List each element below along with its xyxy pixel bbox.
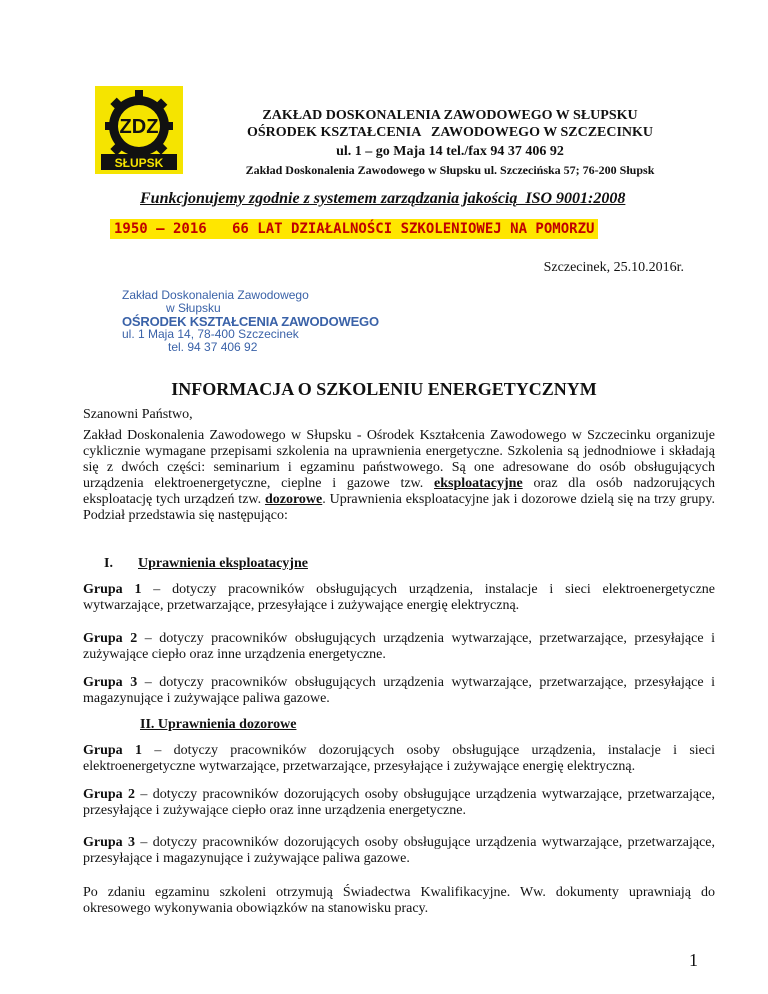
intro-part-3: . Uprawnienia eksploatacyjne jak i dozorowe dzielą się na trzy grupy. Podział przedstawia się następująco:: [83, 492, 715, 523]
group-label: Grupa 1: [83, 743, 142, 758]
intro-paragraph: [83, 428, 715, 524]
section-1-group-1: [83, 582, 715, 614]
stamp-line-1: Zakład Doskonalenia Zawodowego: [122, 288, 309, 302]
logo-letters: ZDZ: [119, 116, 159, 138]
section-1-title: Uprawnienia eksploatacyjne: [138, 556, 308, 571]
term-dozorowe: dozorowe: [264, 492, 323, 507]
section-2-group-2: [83, 787, 715, 819]
group-label: Grupa 3: [83, 675, 138, 690]
group-label: Grupa 2: [83, 787, 136, 802]
section-1-heading: [104, 556, 308, 572]
institution-stamp: [122, 289, 379, 354]
section-1-group-2: [83, 631, 715, 663]
group-label: Grupa 3: [83, 835, 136, 850]
stamp-line-2: w Słupsku: [166, 301, 221, 315]
group-label: Grupa 1: [83, 582, 142, 597]
group-text: – dotyczy pracowników obsługujących urządzenia wytwarzające, przetwarzające, przesyłające i magazynujące i zużywające paliwa gazowe.: [83, 675, 715, 706]
group-text: – dotyczy pracowników dozorujących osoby obsługujące urządzenia wytwarzające, przetwarzające, przesyłające i magazynujące i zużywające paliwa gazowe.: [83, 835, 716, 866]
header-line-2: OŚRODEK KSZTAŁCENIA ZAWODOWEGO W SZCZECINKU: [246, 125, 654, 140]
greeting: Szanowni Państwo,: [83, 407, 193, 422]
stamp-line-4: ul. 1 Maja 14, 78-400 Szczecinek: [122, 327, 299, 341]
header-address: ul. 1 – go Maja 14 tel./fax 94 37 406 92: [336, 144, 564, 159]
section-2-heading: II. Uprawnienia dozorowe: [140, 717, 297, 732]
stamp-line-5: tel. 94 37 406 92: [168, 340, 258, 354]
header-line-1: ZAKŁAD DOSKONALENIA ZAWODOWEGO W SŁUPSKU: [262, 108, 638, 123]
group-text: – dotyczy pracowników dozorujących osoby obsługujące urządzenia, instalacje i sieci elektroenergetyczne wytwarzające, przetwarzające, przesyłające i zużywające energię elektryczną.: [83, 743, 715, 774]
document-title: INFORMACJA O SZKOLENIU ENERGETYCZNYM: [171, 379, 597, 399]
zdz-logo: [95, 86, 183, 174]
logo-city: SŁUPSK: [114, 156, 164, 170]
document-date: Szczecinek, 25.10.2016r.: [543, 260, 684, 275]
term-eksploatacyjne: eksploatacyjne: [434, 476, 523, 491]
section-1-number: I.: [104, 556, 113, 571]
quality-statement: Funkcjonujemy zgodnie z systemem zarządzania jakością ISO 9001:2008: [140, 190, 626, 207]
section-2-group-1: [83, 743, 715, 775]
group-text: – dotyczy pracowników obsługujących urządzenia, instalacje i sieci elektroenergetyczne wytwarzające, przetwarzające, przesyłające i zużywające energię elektryczną.: [83, 582, 715, 613]
page-number: 1: [689, 950, 698, 970]
closing-paragraph: Po zdaniu egzaminu szkoleni otrzymują Świadectwa Kwalifikacyjne. Ww. dokumenty uprawniają do okresowego wykonywania obowiązków na stanowisku pracy.: [83, 885, 715, 916]
intro-part-1: Zakład Doskonalenia Zawodowego w Słupsku - Ośrodek Kształcenia Zawodowego w Szczecinku organizuje cyklicznie wymagane przepisami szkolenia na uprawnienia energetyczne. Szkolenia są jednodniowe i składają się z dwóch części: seminarium i egzaminu państwowego. Są one adresowane do osób obsługujących urządzenia elektroenergetyczne, cieplne i gazowe tzw.: [83, 428, 715, 491]
anniversary-banner: 1950 – 2016 66 LAT DZIAŁALNOŚCI SZKOLENIOWEJ NA POMORZU: [110, 219, 598, 239]
header-parent-address: Zakład Doskonalenia Zawodowego w Słupsku ul. Szczecińska 57; 76-200 Słupsk: [245, 163, 655, 177]
intro-part-2: oraz dla osób nadzorujących eksploatację tych urządzeń tzw.: [83, 476, 715, 507]
group-text: – dotyczy pracowników dozorujących osoby obsługujące urządzenia wytwarzające, przetwarzające, przesyłające i zużywające ciepło oraz inne urządzenia energetyczne.: [83, 787, 716, 818]
section-2-group-3: [83, 835, 715, 867]
section-1-group-3: [83, 675, 715, 707]
stamp-line-3: OŚRODEK KSZTAŁCENIA ZAWODOWEGO: [122, 314, 379, 329]
group-text: – dotyczy pracowników obsługujących urządzenia wytwarzające, przetwarzające, przesyłające i zużywające ciepło oraz inne urządzenia energetyczne.: [83, 631, 715, 662]
group-label: Grupa 2: [83, 631, 138, 646]
